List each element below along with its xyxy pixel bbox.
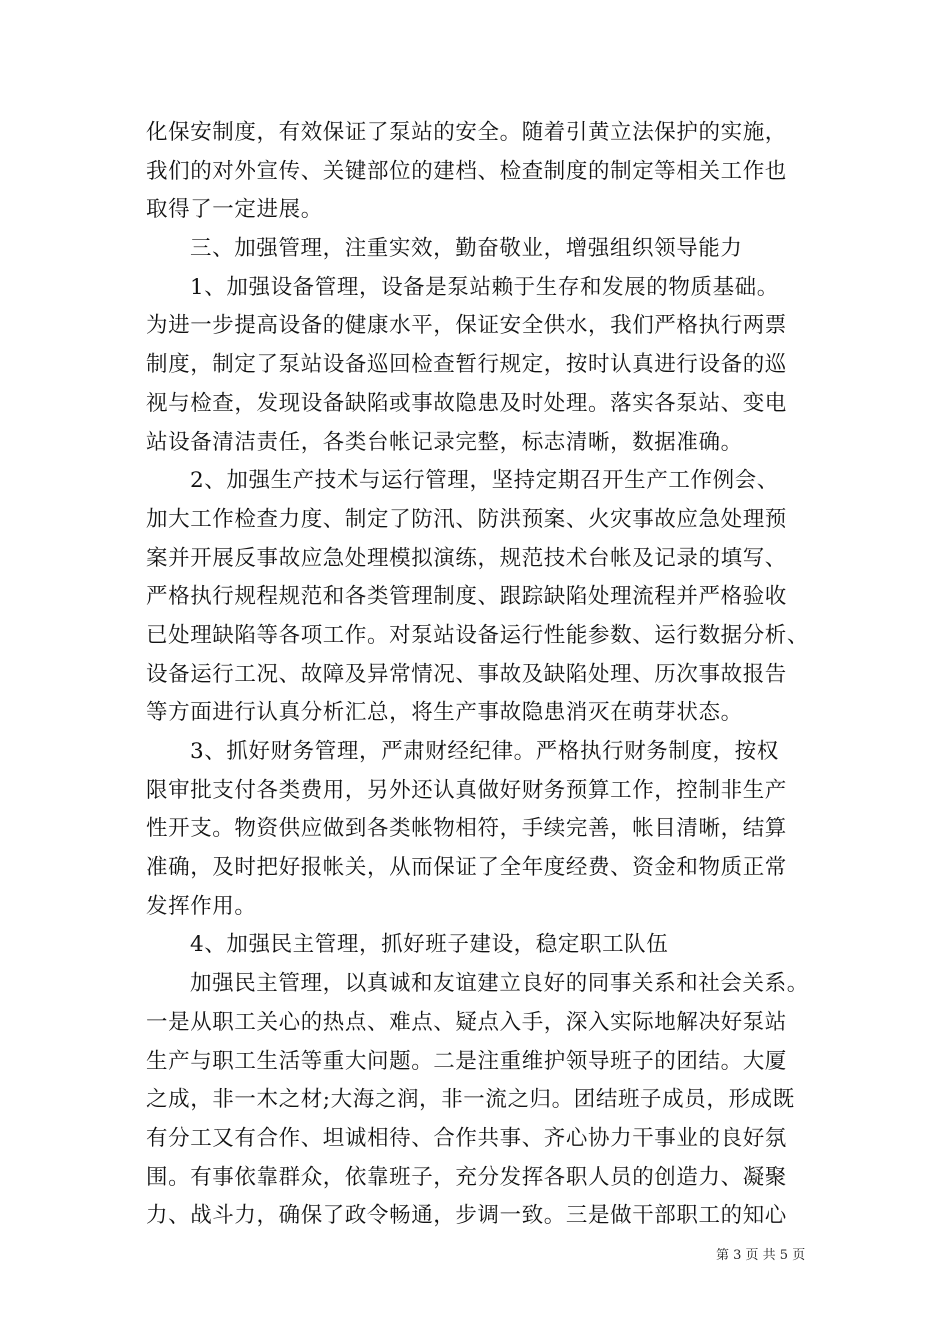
text-line: 加强民主管理，以真诚和友谊建立良好的同事关系和社会关系。 [190, 971, 809, 997]
text-line: 生产与职工生活等重大问题。二是注重维护领导班子的团结。大厦 [146, 1048, 787, 1074]
text-line: 4、加强民主管理，抓好班子建设，稳定职工队伍 [190, 932, 669, 958]
text-line: 限审批支付各类费用，另外还认真做好财务预算工作，控制非生产 [146, 777, 787, 803]
text-line: 力、战斗力，确保了政令畅通，步调一致。三是做干部职工的知心 [146, 1203, 787, 1229]
text-line: 设备运行工况、故障及异常情况、事故及缺陷处理、历次事故报告 [146, 661, 787, 687]
text-line: 站设备清洁责任，各类台帐记录完整，标志清晰，数据准确。 [146, 429, 743, 455]
text-line: 已处理缺陷等各项工作。对泵站设备运行性能参数、运行数据分析、 [146, 622, 810, 648]
page-number-footer: 第 3 页 共 5 页 [716, 1248, 806, 1263]
text-line: 一是从职工关心的热点、难点、疑点入手，深入实际地解决好泵站 [146, 1009, 787, 1035]
text-line: 案并开展反事故应急处理模拟演练，规范技术台帐及记录的填写、 [146, 545, 787, 571]
text-line: 我们的对外宣传、关键部位的建档、检查制度的制定等相关工作也 [146, 158, 787, 184]
text-line: 2、加强生产技术与运行管理，坚持定期召开生产工作例会、 [190, 468, 779, 494]
text-line: 性开支。物资供应做到各类帐物相符，手续完善，帐目清晰，结算 [146, 816, 787, 842]
text-line: 制度，制定了泵站设备巡回检查暂行规定，按时认真进行设备的巡 [146, 352, 787, 378]
text-line: 有分工又有合作、坦诚相待、合作共事、齐心协力干事业的良好氛 [146, 1125, 787, 1151]
text-line: 化保安制度，有效保证了泵站的安全。随着引黄立法保护的实施， [146, 120, 787, 145]
text-line: 3、抓好财务管理，严肃财经纪律。严格执行财务制度，按权 [190, 739, 779, 764]
text-line: 之成，非一木之材;大海之润，非一流之归。团结班子成员，形成既 [146, 1087, 795, 1113]
text-line: 加大工作检查力度、制定了防汛、防洪预案、火灾事故应急处理预 [146, 506, 787, 532]
text-line: 视与检查，发现设备缺陷或事故隐患及时处理。落实各泵站、变电 [146, 390, 787, 416]
text-line: 等方面进行认真分析汇总，将生产事故隐患消灭在萌芽状态。 [146, 700, 743, 726]
text-line: 严格执行规程规范和各类管理制度、跟踪缺陷处理流程并严格验收 [146, 584, 787, 610]
text-line: 为进一步提高设备的健康水平，保证安全供水，我们严格执行两票 [146, 313, 787, 339]
document-body [146, 114, 826, 1236]
text-line: 1、加强设备管理，设备是泵站赖于生存和发展的物质基础。 [190, 274, 779, 300]
text-line: 发挥作用。 [146, 893, 257, 919]
text-line: 取得了一定进展。 [146, 197, 323, 223]
text-line: 三、加强管理，注重实效，勤奋敬业，增强组织领导能力 [190, 236, 743, 262]
text-line: 准确，及时把好报帐关，从而保证了全年度经费、资金和物质正常 [146, 855, 787, 881]
text-line: 围。有事依靠群众，依靠班子，充分发挥各职人员的创造力、凝聚 [146, 1164, 787, 1190]
